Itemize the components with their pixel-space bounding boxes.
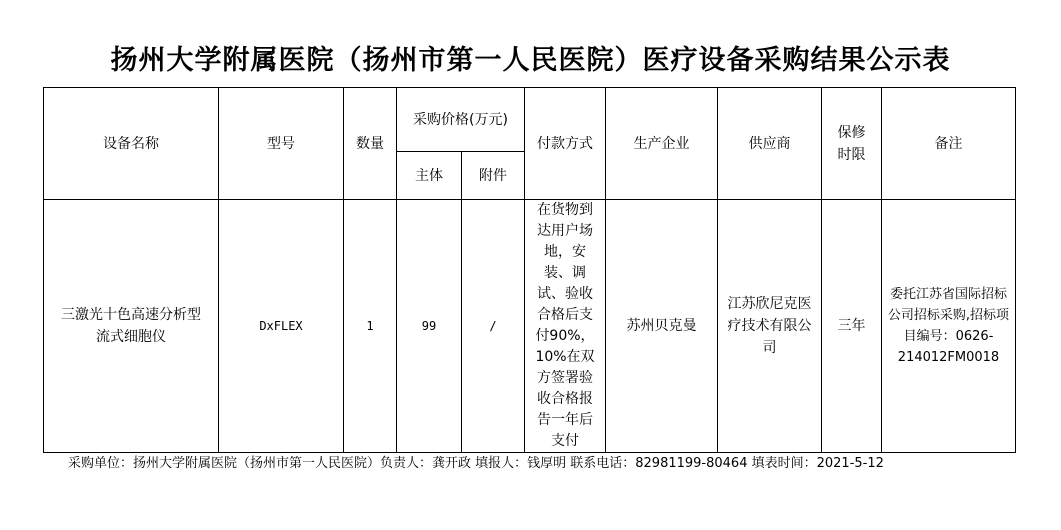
table-row	[44, 200, 1016, 453]
cell-quantity: 1	[344, 200, 397, 453]
cell-price-main: 99	[397, 200, 462, 453]
header-price-main: 主体	[397, 152, 462, 200]
cell-manufacturer: 苏州贝克曼	[606, 200, 718, 453]
cell-price-accessory: /	[462, 200, 525, 453]
header-remarks: 备注	[882, 88, 1016, 200]
header-quantity: 数量	[344, 88, 397, 200]
cell-model: DxFLEX	[219, 200, 344, 453]
page-title: 扬州大学附属医院（扬州市第一人民医院）医疗设备采购结果公示表	[110, 45, 951, 76]
cell-payment: 在货物到达用户场地，安装、调试、验收合格后支付90%，10%在双方签署验收合格报告一年后支付	[525, 200, 606, 453]
cell-remarks: 委托江苏省国际招标公司招标采购,招标项目编号：0626-214012FM0018	[882, 200, 1016, 453]
header-device-name: 设备名称	[44, 88, 219, 200]
cell-warranty: 三年	[822, 200, 882, 453]
procurement-table	[43, 87, 1016, 453]
cell-device-name: 三激光十色高速分析型流式细胞仪	[44, 200, 219, 453]
header-warranty: 保修时限	[822, 88, 882, 200]
footer-info: 采购单位：扬州大学附属医院（扬州市第一人民医院）负责人：龚开政 填报人：钱厚明 联系电话：82981199-80464 填表时间：2021-5-12	[68, 456, 884, 471]
header-payment: 付款方式	[525, 88, 606, 200]
header-model: 型号	[219, 88, 344, 200]
header-price-accessory: 附件	[462, 152, 525, 200]
header-supplier: 供应商	[718, 88, 822, 200]
cell-supplier: 江苏欣尼克医疗技术有限公司	[718, 200, 822, 453]
header-manufacturer: 生产企业	[606, 88, 718, 200]
header-price: 采购价格(万元)	[397, 88, 525, 152]
